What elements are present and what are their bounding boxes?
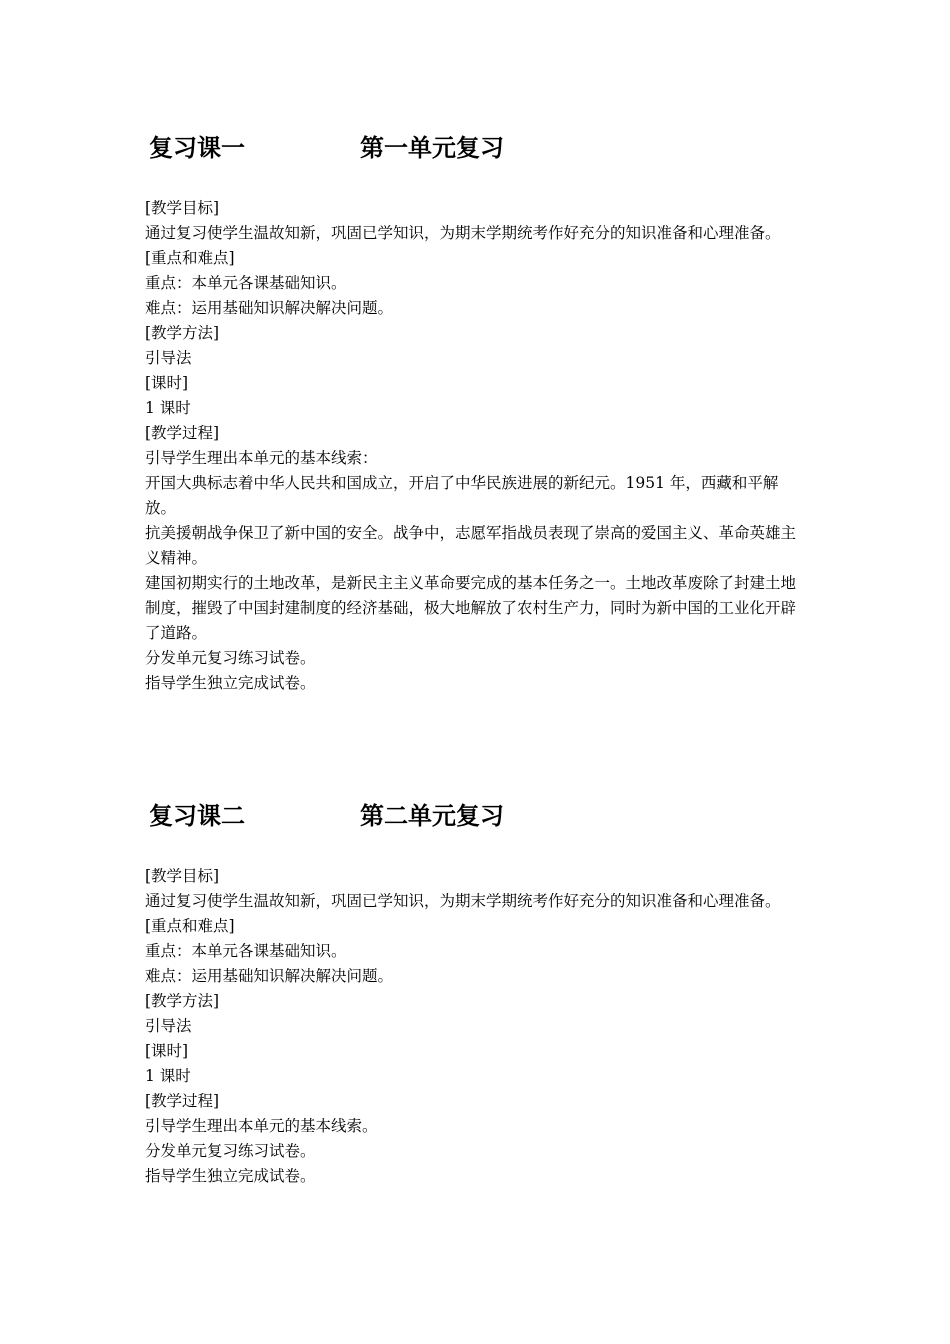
- lesson-heading: [149, 796, 805, 836]
- section-label-key-points: [重点和难点]: [145, 917, 235, 935]
- objectives-text: 通过复习使学生温故知新，巩固已学知识，为期末学期统考作好充分的知识准备和心理准备。: [145, 892, 781, 910]
- key-point-text: 重点：本单元各课基础知识。: [145, 942, 347, 960]
- lesson-number: 复习课二: [149, 802, 245, 830]
- section-label-objectives: [教学目标]: [145, 199, 220, 217]
- section-label-method: [教学方法]: [145, 992, 220, 1010]
- review-lesson-2: [145, 796, 805, 1189]
- process-text: 引导学生理出本单元的基本线索：: [145, 449, 378, 467]
- process-text: 建国初期实行的土地改革，是新民主主义革命要完成的基本任务之一。土地改革废除了封建土地制度，摧毁了中国封建制度的经济基础，极大地解放了农村生产力，同时为新中国的工业化开辟了道路。: [145, 574, 797, 642]
- process-text: 分发单元复习练习试卷。: [145, 1142, 316, 1160]
- process-text: 抗美援朝战争保卫了新中国的安全。战争中，志愿军指战员表现了崇高的爱国主义、革命英雄主义精神。: [145, 524, 797, 567]
- method-text: 引导法: [145, 1017, 192, 1035]
- lesson-number: 复习课一: [149, 134, 245, 162]
- process-text: 开国大典标志着中华人民共和国成立，开启了中华民族进展的新纪元。1951 年，西藏和平解放。: [145, 474, 779, 517]
- lesson-body: [145, 864, 805, 1189]
- review-lesson-1: [145, 128, 805, 696]
- process-text: 指导学生独立完成试卷。: [145, 1167, 316, 1185]
- process-text: 指导学生独立完成试卷。: [145, 674, 316, 692]
- difficulty-text: 难点：运用基础知识解决解决问题。: [145, 967, 394, 985]
- lesson-body: [145, 196, 805, 696]
- section-label-process: [教学过程]: [145, 1092, 220, 1110]
- section-label-key-points: [重点和难点]: [145, 249, 235, 267]
- method-text: 引导法: [145, 349, 192, 367]
- objectives-text: 通过复习使学生温故知新，巩固已学知识，为期末学期统考作好充分的知识准备和心理准备。: [145, 224, 781, 242]
- section-label-method: [教学方法]: [145, 324, 220, 342]
- process-text: 引导学生理出本单元的基本线索。: [145, 1117, 378, 1135]
- section-label-periods: [课时]: [145, 374, 189, 392]
- section-label-objectives: [教学目标]: [145, 867, 220, 885]
- unit-title: 第一单元复习: [360, 134, 504, 162]
- unit-title: 第二单元复习: [360, 802, 504, 830]
- process-text: 分发单元复习练习试卷。: [145, 649, 316, 667]
- section-label-process: [教学过程]: [145, 424, 220, 442]
- lesson-heading: [149, 128, 805, 168]
- periods-text: 1 课时: [145, 1067, 191, 1085]
- section-label-periods: [课时]: [145, 1042, 189, 1060]
- difficulty-text: 难点：运用基础知识解决解决问题。: [145, 299, 394, 317]
- key-point-text: 重点：本单元各课基础知识。: [145, 274, 347, 292]
- periods-text: 1 课时: [145, 399, 191, 417]
